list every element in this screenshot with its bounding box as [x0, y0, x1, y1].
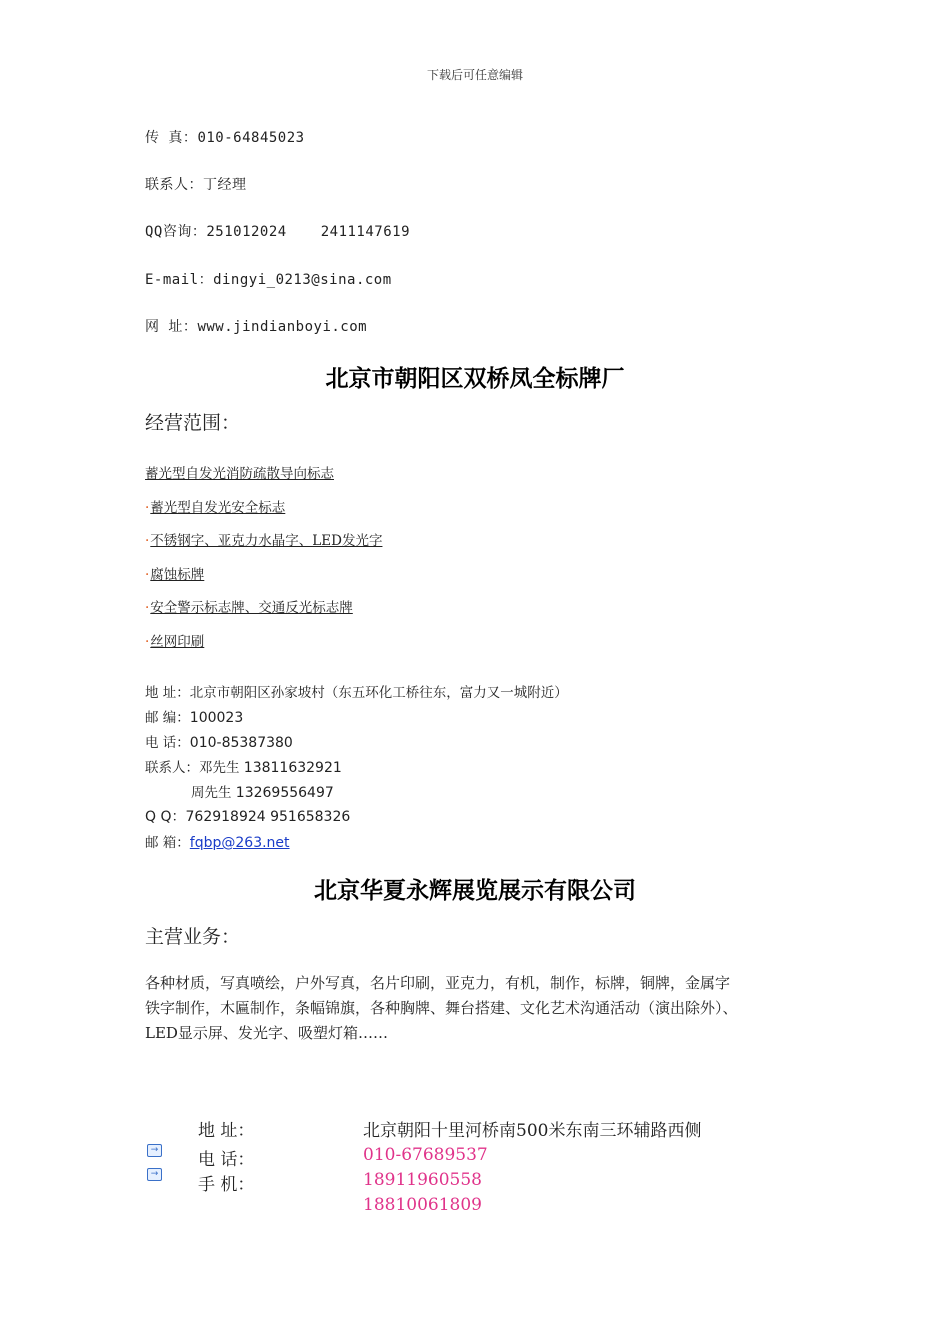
arrow-right-icon: → — [147, 1168, 162, 1181]
company1-postcode — [145, 706, 243, 726]
company1-qq — [145, 806, 350, 826]
bullet-icon: · — [145, 600, 150, 616]
contact-phone: 13269556497 — [235, 785, 334, 801]
postcode-label: 邮 编： — [145, 710, 190, 726]
service-item[interactable]: ·丝网印刷 — [145, 634, 205, 650]
qq-value-2: 2411147619 — [320, 224, 411, 240]
email-link[interactable]: fqbp@263.net — [189, 835, 290, 851]
postcode-value: 100023 — [189, 710, 244, 726]
fax-value: 010-64845023 — [197, 130, 305, 146]
business-scope-label: 经营范围： — [145, 412, 241, 434]
company1-address — [145, 681, 568, 701]
email-line — [145, 269, 392, 289]
email-value: dingyi_0213@sina.com — [213, 272, 392, 288]
arrow-right-icon: → — [147, 1144, 162, 1157]
company1-email — [145, 831, 290, 851]
company1-phone — [145, 731, 293, 751]
contact-name: 邓先生 — [199, 760, 240, 776]
contact-person-line — [145, 174, 247, 194]
qq-value: 762918924 951658326 — [185, 809, 351, 825]
service-item[interactable]: ·腐蚀标牌 — [145, 567, 205, 583]
company1-contact-1 — [145, 756, 342, 776]
service-item[interactable]: ·安全警示标志牌、交通反光标志牌 — [145, 600, 353, 616]
contact-name: 周先生 — [191, 785, 232, 801]
service-item[interactable]: 蓄光型自发光消防疏散导向标志 — [145, 466, 334, 482]
fax-line — [145, 127, 305, 147]
email-label: 邮 箱： — [145, 835, 190, 851]
qq-line — [145, 221, 410, 241]
website-label: 网 址： — [145, 319, 198, 335]
contact-person-label: 联系人： — [145, 177, 203, 193]
fax-label: 传 真： — [145, 130, 198, 146]
company2-phone-label: 电 话： — [198, 1150, 255, 1170]
business-line: 铁字制作，木匾制作，条幅锦旗，各种胸牌、舞台搭建、文化艺术沟通活动（演出除外）、 — [145, 999, 738, 1017]
company2-mobile-value-1: 18911960558 — [363, 1170, 482, 1190]
bullet-icon: · — [145, 567, 150, 583]
company2-address-value: 北京朝阳十里河桥南500米东南三环辅路西侧 — [363, 1121, 702, 1141]
service-item[interactable]: ·不锈钢字、亚克力水晶字、LED发光字 — [145, 533, 383, 549]
website-value: www.jindianboyi.com — [197, 319, 368, 335]
phone-value: 010-85387380 — [189, 735, 293, 751]
qq-label: QQ咨询： — [145, 224, 207, 240]
contact-person-value: 丁经理 — [203, 177, 247, 193]
business-line: 各种材质，写真喷绘，户外写真，名片印刷，亚克力，有机，制作，标牌，铜牌，金属字 — [145, 974, 731, 992]
company2-title: 北京华夏永辉展览展示有限公司 — [314, 878, 636, 904]
main-business-label: 主营业务： — [145, 926, 241, 948]
qq-value-1: 251012024 — [206, 224, 287, 240]
company2-mobile-value-2: 18810061809 — [363, 1195, 482, 1215]
address-value: 北京市朝阳区孙家坡村（东五环化工桥往东，富力又一城附近） — [189, 685, 568, 701]
contact-label: 联系人： — [145, 760, 199, 776]
company2-mobile-label: 手 机： — [198, 1175, 255, 1195]
bullet-icon: · — [145, 533, 150, 549]
contact-phone: 13811632921 — [243, 760, 342, 776]
bullet-icon: · — [145, 634, 150, 650]
company1-contact-2 — [191, 781, 334, 801]
business-line: LED显示屏、发光字、吸塑灯箱…… — [145, 1024, 388, 1042]
website-line — [145, 316, 367, 336]
email-label: E-mail： — [145, 272, 214, 288]
header-note: 下载后可任意编辑 — [426, 68, 523, 82]
company2-phone-value: 010-67689537 — [363, 1145, 488, 1165]
phone-label: 电 话： — [145, 735, 190, 751]
qq-label: Q Q： — [145, 809, 186, 825]
service-item[interactable]: ·蓄光型自发光安全标志 — [145, 500, 286, 516]
company1-title: 北京市朝阳区双桥凤全标牌厂 — [325, 366, 625, 392]
address-label: 地 址： — [145, 685, 190, 701]
bullet-icon: · — [145, 500, 150, 516]
company2-address-label: 地 址： — [198, 1121, 255, 1141]
